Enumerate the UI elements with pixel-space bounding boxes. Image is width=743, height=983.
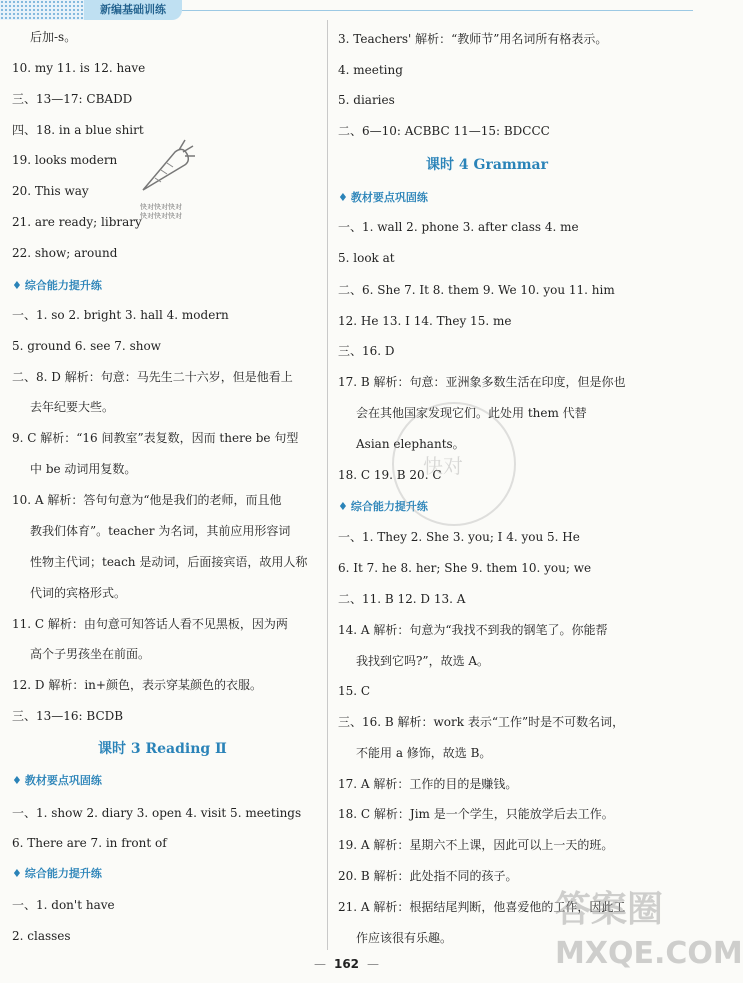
answer-line: 2. classes — [12, 929, 71, 943]
answer-line: 二、6—10: ACBBC 11—15: BDCCC — [338, 124, 550, 138]
answer-line: 12. D 解析：in+颜色，表示穿某颜色的衣服。 — [12, 678, 262, 692]
stamp-text: 快对快对快对 快对快对快对 — [140, 203, 182, 220]
answer-line: 9. C 解析：“16 间教室”表复数，因而 there be 句型 — [12, 431, 299, 445]
answer-line: 20. B 解析：此处指不同的孩子。 — [338, 869, 518, 883]
answer-line: 二、8. D 解析：句意：马先生二十六岁，但是他看上 — [12, 370, 293, 384]
answer-line: 二、6. She 7. It 8. them 9. We 10. you 11. him — [338, 283, 615, 297]
answer-line: 18. C 解析：Jim 是一个学生，只能放学后去工作。 — [338, 807, 614, 821]
section-heading — [338, 191, 428, 205]
answer-line: 三、16. D — [338, 344, 395, 358]
answer-line: 一、1. show 2. diary 3. open 4. visit 5. meetings — [12, 806, 302, 820]
answer-line: 代词的宾格形式。 — [30, 586, 127, 600]
answer-line: 10. A 解析：答句句意为“他是我们的老师，而且他 — [12, 493, 282, 507]
answer-line: Asian elephants。 — [356, 437, 465, 451]
lesson-4-title: 课时 4 Grammar — [426, 157, 548, 173]
answer-line: 5. diaries — [338, 93, 395, 107]
answer-line: 我找到它吗?”，故选 A。 — [356, 654, 490, 668]
answer-line: 20. This way — [12, 184, 89, 198]
diamond-icon: ♦ — [12, 774, 22, 787]
answer-line: 19. looks modern — [12, 153, 118, 167]
carrot-sticker-icon — [135, 138, 195, 198]
diamond-icon: ♦ — [12, 867, 22, 880]
series-title: 新编基础训练 — [84, 0, 182, 20]
answer-line: 二、11. B 12. D 13. A — [338, 592, 466, 606]
section-heading-label: 综合能力提升练 — [350, 500, 428, 513]
answer-line: 不能用 a 修饰，故选 B。 — [356, 746, 492, 760]
answer-line: 会在其他国家发现它们。此处用 them 代替 — [356, 406, 587, 420]
section-heading-label: 教材要点巩固练 — [350, 191, 428, 204]
answer-line: 22. show; around — [12, 246, 118, 260]
answer-line: 中 be 动词用复数。 — [30, 462, 137, 476]
watermark-seal-text: 快对 — [423, 454, 463, 478]
answer-line: 性物主代词；teach 是动词，后面接宾语，故用人称 — [30, 555, 308, 569]
answer-line: 三、13—16: BCDB — [12, 709, 124, 723]
answer-line: 一、1. They 2. She 3. you; I 4. you 5. He — [338, 530, 580, 544]
watermark-url: MXQE.COM — [555, 936, 743, 971]
answer-line: 21. are ready; library — [12, 215, 142, 229]
column-divider — [327, 20, 328, 950]
answer-line: 作应该很有乐趣。 — [356, 931, 453, 945]
answer-line: 后加-s。 — [30, 30, 77, 44]
answer-line: 15. C — [338, 684, 371, 698]
answer-line: 11. C 解析：由句意可知答话人看不见黑板，因为两 — [12, 617, 288, 631]
answer-line: 14. A 解析：句意为“我找不到我的钢笔了。你能帮 — [338, 623, 608, 637]
answer-line: 12. He 13. I 14. They 15. me — [338, 314, 512, 328]
answer-line: 一、1. wall 2. phone 3. after class 4. me — [338, 220, 579, 234]
answer-line: 6. It 7. he 8. her; She 9. them 10. you; we — [338, 561, 592, 575]
answer-line: 3. Teachers' 解析：“教师节”用名词所有格表示。 — [338, 32, 608, 46]
section-heading — [12, 774, 102, 788]
answer-line: 三、16. B 解析：work 表示“工作”时是不可数名词， — [338, 715, 625, 729]
answer-line: 17. A 解析：工作的目的是赚钱。 — [338, 777, 518, 791]
answer-line: 10. my 11. is 12. have — [12, 61, 146, 75]
diamond-icon: ♦ — [338, 191, 348, 204]
answer-line: 一、1. so 2. bright 3. hall 4. modern — [12, 308, 229, 322]
answer-line: 一、1. don't have — [12, 898, 115, 912]
page-number: — 162 — — [313, 957, 380, 971]
answer-line: 6. There are 7. in front of — [12, 836, 167, 850]
answer-line: 19. A 解析：星期六不上课，因此可以上一天的班。 — [338, 838, 614, 852]
answer-line: 高个子男孩坐在前面。 — [30, 647, 151, 661]
answer-line: 5. look at — [338, 251, 395, 265]
answer-line: 4. meeting — [338, 63, 403, 77]
answer-line: 三、13—17: CBADD — [12, 92, 133, 106]
diamond-icon: ♦ — [12, 279, 22, 292]
answer-line: 21. A 解析：根据结尾判断，他喜爱他的工作，因此工 — [338, 900, 626, 914]
answer-line: 去年纪要大些。 — [30, 400, 115, 414]
lesson-3-title: 课时 3 Reading Ⅱ — [98, 741, 227, 757]
answer-line: 18. C 19. B 20. C — [338, 468, 442, 482]
section-heading-label: 教材要点巩固练 — [24, 774, 102, 787]
answer-line: 教我们体育”。teacher 为名词，其前应用形容词 — [30, 524, 291, 538]
section-heading-label: 综合能力提升练 — [24, 279, 102, 292]
answer-line: 四、18. in a blue shirt — [12, 123, 144, 137]
page-header — [0, 0, 693, 20]
header-pattern — [0, 0, 84, 20]
watermark-logo: 答案圈 — [555, 889, 664, 930]
answer-line: 5. ground 6. see 7. show — [12, 339, 161, 353]
answer-line: 17. B 解析：句意：亚洲象多数生活在印度，但是你也 — [338, 375, 626, 389]
diamond-icon: ♦ — [338, 500, 348, 513]
section-heading — [12, 279, 102, 293]
section-heading-label: 综合能力提升练 — [24, 867, 102, 880]
header-rule — [182, 10, 693, 11]
section-heading — [12, 867, 102, 881]
